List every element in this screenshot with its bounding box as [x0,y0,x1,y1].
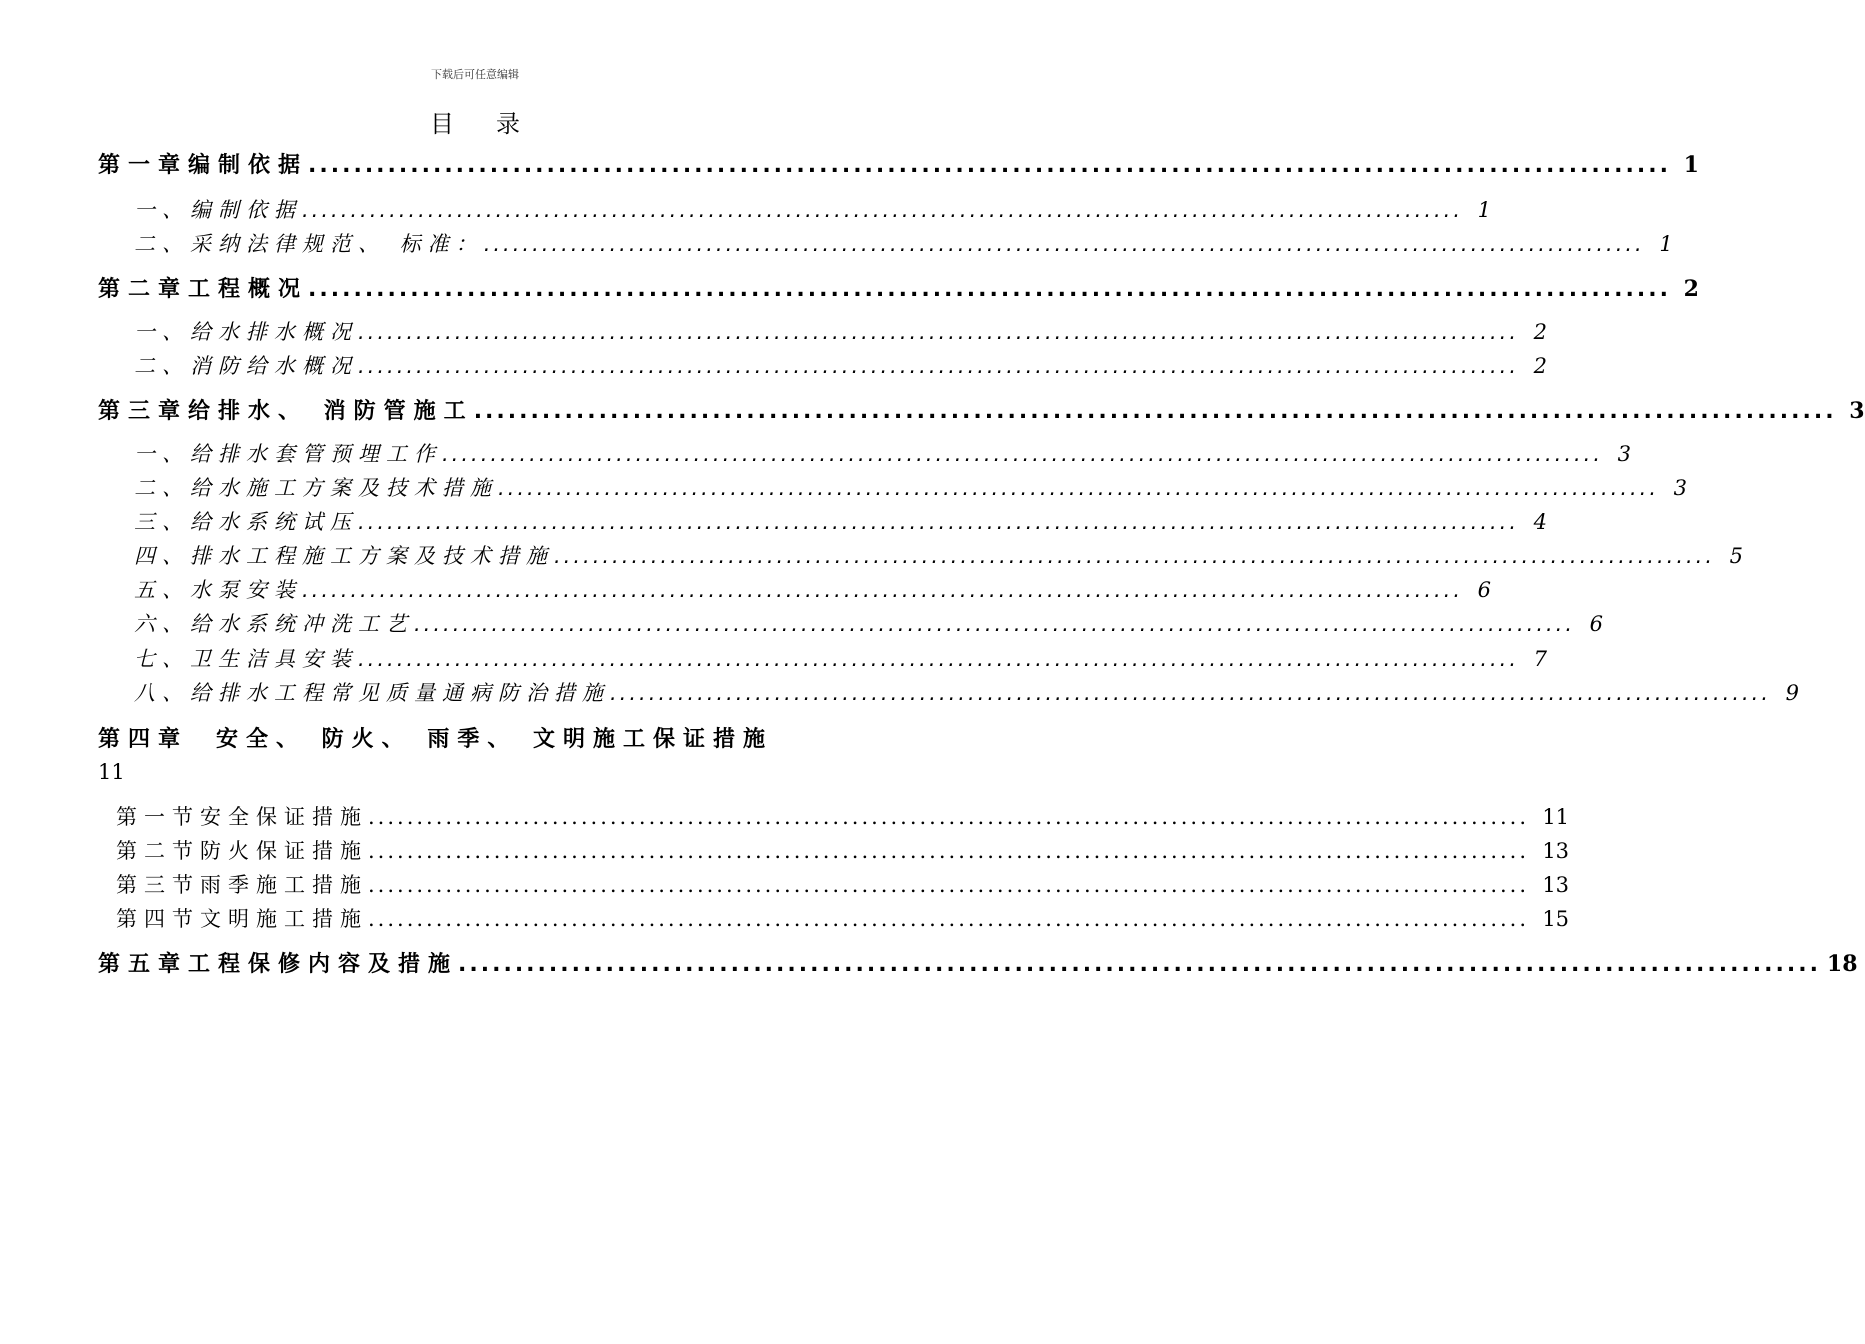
toc-entry-text: 给水施工方案及技术措施 [190,476,498,500]
toc-leader-dots: ........................................................................................................................ [610,681,1772,705]
toc-entry-page: 3 [1673,476,1688,500]
toc-entry[interactable] [98,608,1604,638]
toc-entry-number: 第三节 [116,873,200,897]
toc-entry[interactable] [98,194,1492,224]
toc-entry-number: 一、 [134,320,190,344]
toc-leader-dots: ........................................................................................................................ [368,873,1530,897]
toc-entry-text: 给排水、 消防管施工 [188,399,474,424]
toc-entry[interactable] [98,148,1699,178]
toc-entry-text: 工程保修内容及措施 [188,952,459,977]
toc-entry[interactable] [98,228,1673,258]
toc-entry-number: 二、 [134,354,190,378]
toc-leader-dots: ........................................................................................................................ [358,647,1520,671]
toc-entry-page: 4 [1533,510,1548,534]
toc-leader-dots: ........................................................................................................................ [368,907,1530,931]
toc-entry-text: 安全保证措施 [200,805,368,829]
toc-entry[interactable] [98,643,1548,673]
toc-entry-text: 给排水套管预埋工作 [190,442,442,466]
toc-leader-dots: ........................................................................................................................ [483,232,1645,256]
toc-entry[interactable] [98,472,1688,502]
toc-leader-dots: ........................................................................................................................ [458,952,1821,977]
toc-entry-page: 5 [1729,544,1744,568]
toc-entry-text: 给水系统试压 [190,510,358,534]
toc-entry-text: 采纳法律规范、 标准： [190,232,484,256]
toc-entry-text: 工程概况 [188,277,309,302]
toc-entry-number: 二、 [134,232,190,256]
toc-entry-number: 五、 [134,578,190,602]
toc-leader-dots: ........................................................................................................................ [498,476,1660,500]
toc-entry-number: 四、 [134,544,190,568]
toc-title: 目录 [430,110,562,138]
toc-entry-page: 6 [1477,578,1492,602]
toc-entry-text: 排水工程施工方案及技术措施 [190,544,554,568]
toc-entry[interactable] [98,801,1570,831]
toc-entry[interactable] [98,540,1744,570]
toc-entry-text: 消防给水概况 [190,354,358,378]
toc-entry-page: 18 [1826,951,1858,977]
toc-entry-text: 水泵安装 [190,578,302,602]
toc-entry-number: 一、 [134,198,190,222]
toc-entry-number: 八、 [134,681,190,705]
toc-entry-text: 防火保证措施 [200,839,368,863]
toc-leader-dots: ........................................................................................................................ [308,153,1671,178]
toc-entry-page: 2 [1533,354,1548,378]
toc-entry-number: 第四节 [116,907,200,931]
toc-entry-number: 一、 [134,442,190,466]
toc-leader-dots: ........................................................................................................................ [554,544,1716,568]
toc-entry[interactable] [98,316,1548,346]
page-header-note: 下载后可任意编辑 [431,68,519,81]
toc-leader-dots: ........................................................................................................................ [368,839,1530,863]
toc-entry-text: 安全、 防火、 雨季、 文明施工保证措施 [216,727,773,752]
toc-entry[interactable] [98,272,1699,302]
toc-entry-page: 1 [1659,232,1673,256]
toc-entry[interactable] [98,869,1570,899]
toc-entry-page: 13 [1542,873,1570,897]
toc-entry-text: 给水系统冲洗工艺 [190,612,414,636]
toc-entry-number: 六、 [134,612,190,636]
toc-entry[interactable] [98,350,1548,380]
toc-entry-number: 第二节 [116,839,200,863]
toc-entry-text: 雨季施工措施 [200,873,368,897]
toc-entry-page: 2 [1533,320,1548,344]
toc-entry[interactable] [98,506,1548,536]
toc-leader-dots: ........................................................................................................................ [358,320,1520,344]
toc-entry[interactable] [98,438,1632,468]
toc-entry-number: 二、 [134,476,190,500]
toc-entry[interactable] [98,677,1800,707]
toc-entry-number: 第二章 [98,277,189,302]
toc-entry-page: 3 [1849,398,1865,424]
toc-leader-dots: ........................................................................................................................ [473,399,1837,424]
toc-entry-page: 3 [1617,442,1632,466]
toc-entry-page: 9 [1785,681,1800,705]
toc-entry-page: 2 [1683,276,1699,302]
toc-entry[interactable] [98,903,1570,933]
toc-entry[interactable] [98,394,1865,424]
toc-entry-text: 给排水工程常见质量通病防治措施 [190,681,610,705]
toc-entry-text: 文明施工措施 [200,907,368,931]
toc-entry-page: 1 [1683,152,1699,178]
toc-entry[interactable] [98,947,1858,977]
toc-entry-text: 给水排水概况 [190,320,358,344]
toc-entry-number: 第一节 [116,805,200,829]
toc-leader-dots: ........................................................................................................................ [358,354,1520,378]
toc-entry-text: 卫生洁具安装 [190,647,358,671]
toc-leader-dots: ........................................................................................................................ [414,612,1576,636]
toc-entry-number: 第三章 [98,399,189,424]
toc-entry-page: 7 [1533,647,1548,671]
toc-entry-page: 11 [98,760,125,784]
toc-entry[interactable] [98,835,1570,865]
toc-entry-number: 第五章 [98,952,189,977]
toc-leader-dots: ........................................................................................................................ [358,510,1520,534]
toc-entry-text: 编制依据 [188,153,309,178]
toc-entry-page: 11 [1542,805,1570,829]
toc-entry-number: 第一章 [98,153,189,178]
toc-leader-dots: ........................................................................................................................ [442,442,1604,466]
toc-entry-page: 6 [1589,612,1604,636]
toc-entry-number: 三、 [134,510,190,534]
toc-entry-page: 13 [1542,839,1570,863]
toc-leader-dots: ........................................................................................................................ [368,805,1530,829]
toc-leader-dots: ........................................................................................................................ [302,198,1464,222]
toc-entry-page: 1 [1477,198,1492,222]
toc-leader-dots: ........................................................................................................................ [302,578,1464,602]
toc-entry-text: 编制依据 [190,198,302,222]
toc-entry-page: 15 [1542,907,1570,931]
toc-leader-dots: ........................................................................................................................ [308,277,1671,302]
toc-entry-number: 第四章 [98,727,189,752]
toc-entry-chapter-4[interactable] [98,722,858,753]
toc-entry-number: 七、 [134,647,190,671]
toc-entry[interactable] [98,574,1492,604]
